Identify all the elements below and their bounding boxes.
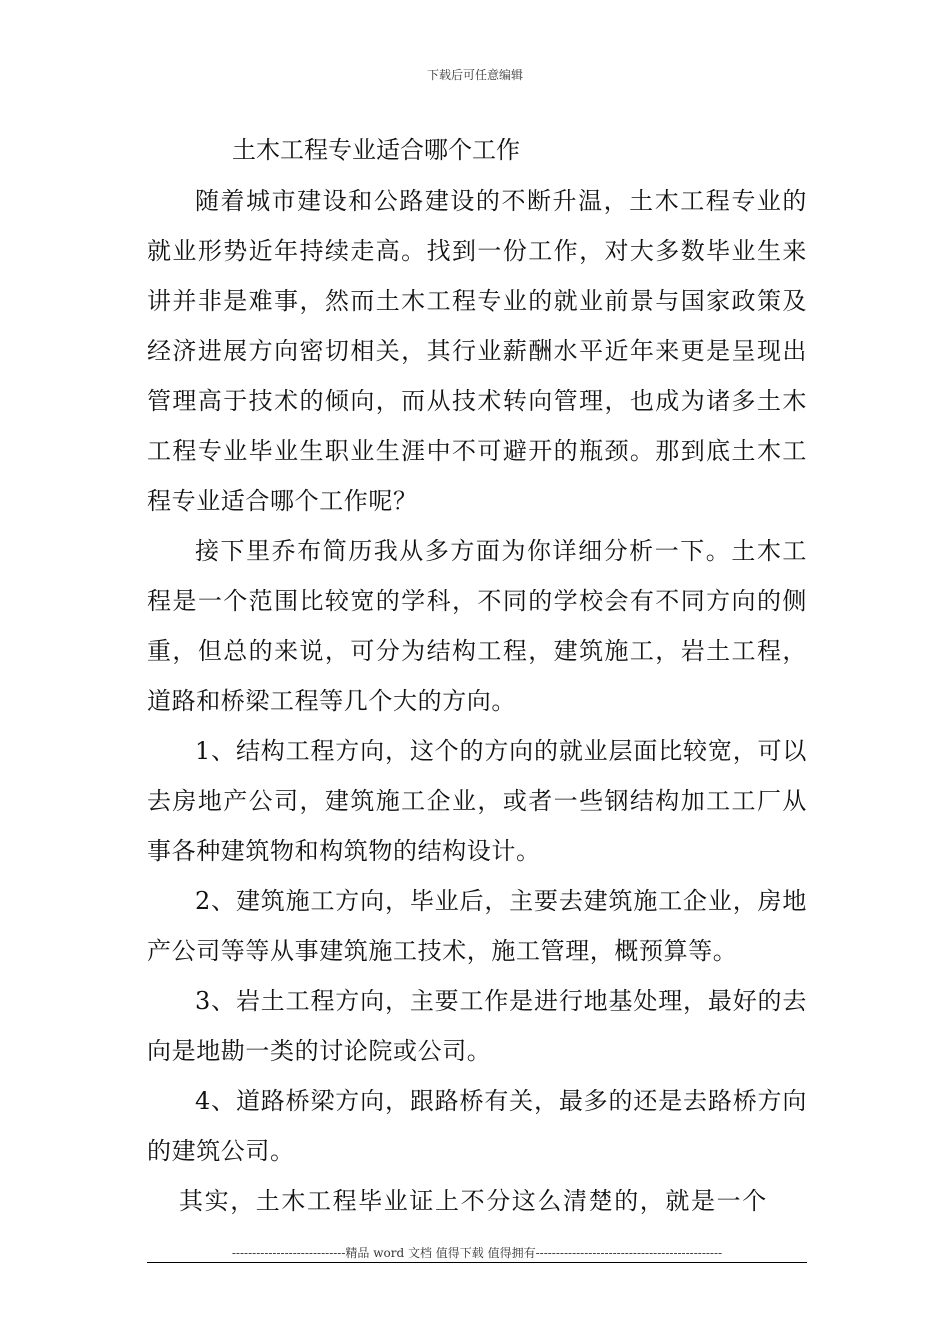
paragraph-overview: 接下里乔布简历我从多方面为你详细分析一下。土木工程是一个范围比较宽的学科，不同的学校会有不同方向的侧重，但总的来说，可分为结构工程，建筑施工，岩土工程，道路和桥梁工程等几个大的方向。 — [147, 537, 807, 715]
footer-divider — [147, 1262, 807, 1263]
paragraph-conclusion: 其实，土木工程毕业证上不分这么清楚的，就是一个 — [179, 1187, 768, 1215]
document-title: 土木工程专业适合哪个工作 — [232, 136, 520, 164]
document-body — [147, 176, 807, 1226]
page-header-note: 下载后可任意编辑 — [426, 68, 523, 82]
paragraph-construction: 2、建筑施工方向，毕业后，主要去建筑施工企业，房地产公司等等从事建筑施工技术，施工管理，概预算等。 — [147, 887, 807, 965]
paragraph-structural: 1、结构工程方向，这个的方向的就业层面比较宽，可以去房地产公司，建筑施工企业，或者一些钢结构加工工厂从事各种建筑物和构筑物的结构设计。 — [147, 737, 807, 865]
paragraph-road-bridge: 4、道路桥梁方向，跟路桥有关，最多的还是去路桥方向的建筑公司。 — [147, 1087, 807, 1165]
paragraph-geotechnical: 3、岩土工程方向，主要工作是进行地基处理，最好的去向是地勘一类的讨论院或公司。 — [147, 987, 807, 1065]
paragraph-intro: 随着城市建设和公路建设的不断升温，土木工程专业的就业形势近年持续走高。找到一份工作，对大多数毕业生来讲并非是难事，然而土木工程专业的就业前景与国家政策及经济进展方向密切相关，其行业薪酬水平近年来更是呈现出管理高于技术的倾向，而从技术转向管理，也成为诸多土木工程专业毕业生职业生涯中不可避开的瓶颈。那到底土木工程专业适合哪个工作呢？ — [147, 187, 807, 515]
page-footer-text: ----------------------------精品 word 文档 值得下载 值得拥有---------------------------------------------- — [231, 1246, 723, 1260]
